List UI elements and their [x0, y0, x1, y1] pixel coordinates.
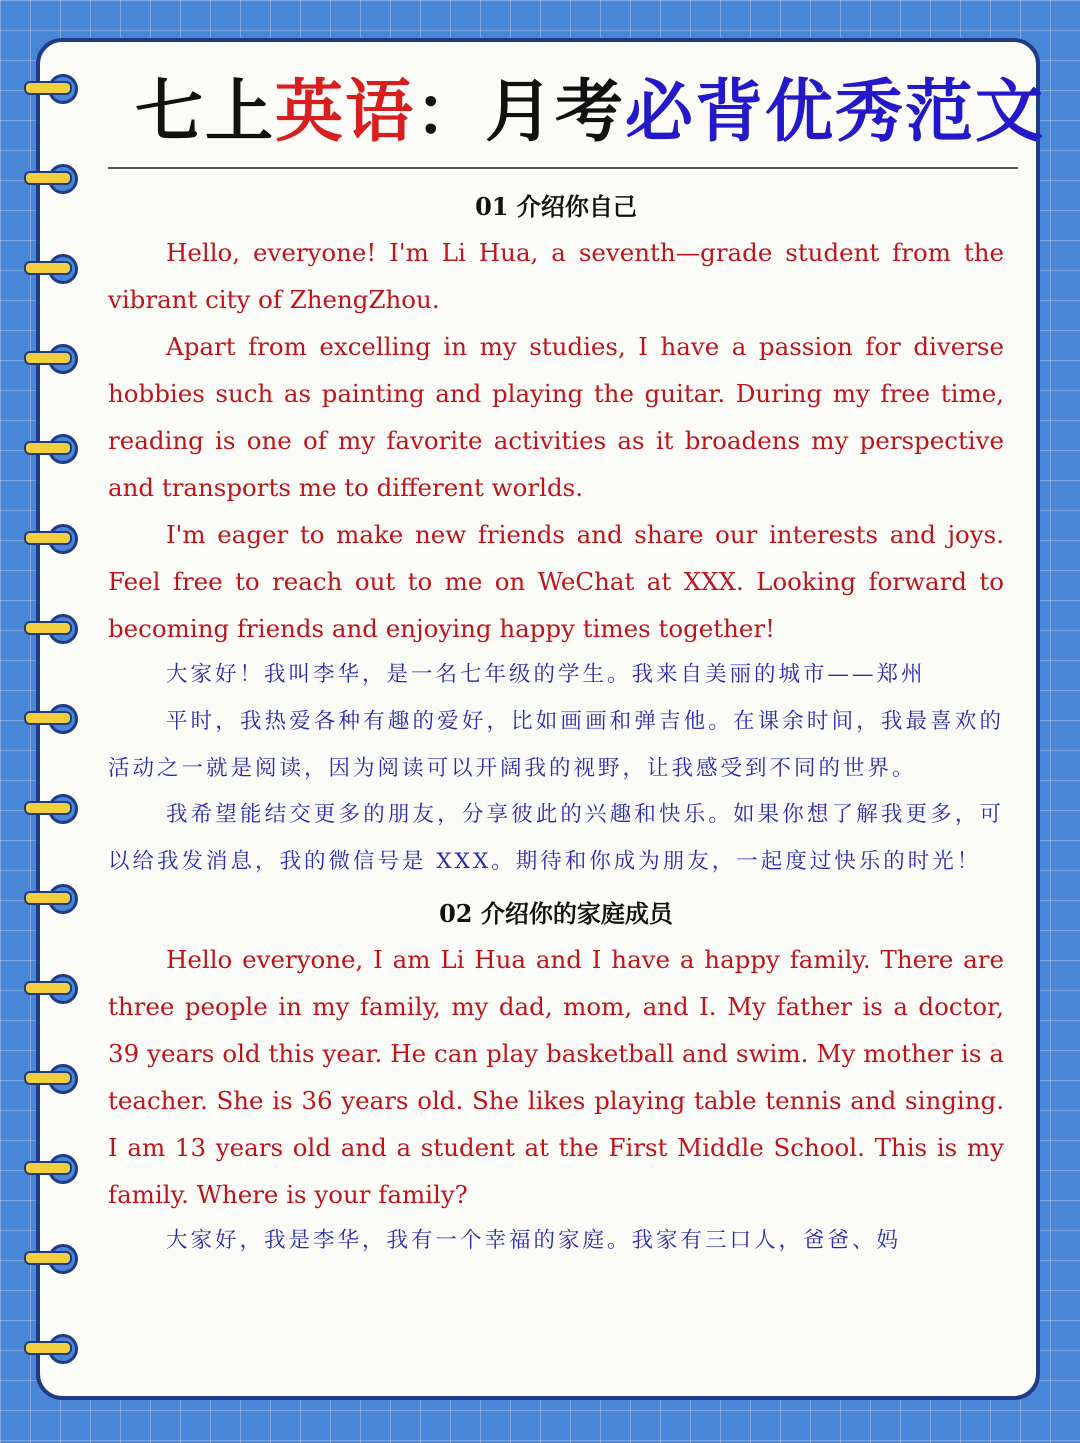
english-paragraph: Hello everyone, I am Li Hua and I have a happy family. There are three people in my family, my dad, mom, and I. My father is a doctor, 39 years old this year. He can play basketball and swim. My mother is a teacher. She is 36 years old. She likes playing table tennis and singing. I am 13 years old and a student at the First Middle School. This is my family. Where is your family? [108, 944, 1004, 1209]
page-title [100, 68, 1080, 158]
binding-ring-icon [24, 342, 82, 372]
chinese-paragraph: 我希望能结交更多的朋友，分享彼此的兴趣和快乐。如果你想了解我更多，可以给我发消息，我的微信号是 XXX。期待和你成为朋友，一起度过快乐的时光！ [108, 802, 1004, 875]
english-paragraph: Apart from excelling in my studies, I have a passion for diverse hobbies such as painting and playing the guitar. During my free time, reading is one of my favorite activities as it broadens my perspective and transports me to different worlds. [108, 332, 1004, 502]
binding-ring-icon [24, 972, 82, 1002]
title-part-exam: ：月考 [415, 73, 626, 152]
binding-ring-icon [24, 612, 82, 642]
binding-ring-icon [24, 252, 82, 282]
binding-ring-icon [24, 432, 82, 462]
section-heading: 02 介绍你的家庭成员 [439, 898, 673, 928]
title-divider [108, 167, 1018, 169]
binding-ring-icon [24, 522, 82, 552]
binding-ring-icon [24, 882, 82, 912]
title-part-essays: 必背优秀范文 [625, 73, 1046, 152]
essay-content [108, 185, 1004, 1265]
binding-ring-icon [24, 1152, 82, 1182]
english-paragraph: I'm eager to make new friends and share our interests and joys. Feel free to reach out to me on WeChat at XXX. Looking forward to becoming friends and enjoying happy times together! [108, 520, 1004, 643]
english-paragraph: Hello, everyone! I'm Li Hua, a seventh—grade student from the vibrant city of ZhengZhou. [108, 238, 1004, 314]
chinese-paragraph: 平时，我热爱各种有趣的爱好，比如画画和弹吉他。在课余时间，我最喜欢的活动之一就是阅读，因为阅读可以开阔我的视野，让我感受到不同的世界。 [108, 708, 1004, 781]
binding-ring-icon [24, 72, 82, 102]
spiral-binding [0, 0, 100, 1443]
binding-ring-icon [24, 792, 82, 822]
title-part-subject: 英语 [274, 73, 415, 152]
binding-ring-icon [24, 1062, 82, 1092]
section-heading: 01 介绍你自己 [475, 192, 637, 221]
binding-ring-icon [24, 162, 82, 192]
chinese-paragraph: 大家好，我是李华，我有一个幸福的家庭。我家有三口人，爸爸、妈 [166, 1227, 902, 1253]
chinese-paragraph: 大家好！我叫李华，是一名七年级的学生。我来自美丽的城市——郑州 [166, 662, 926, 687]
binding-ring-icon [24, 702, 82, 732]
title-part-grade: 七上 [134, 73, 275, 152]
binding-ring-icon [24, 1332, 82, 1362]
binding-ring-icon [24, 1242, 82, 1272]
